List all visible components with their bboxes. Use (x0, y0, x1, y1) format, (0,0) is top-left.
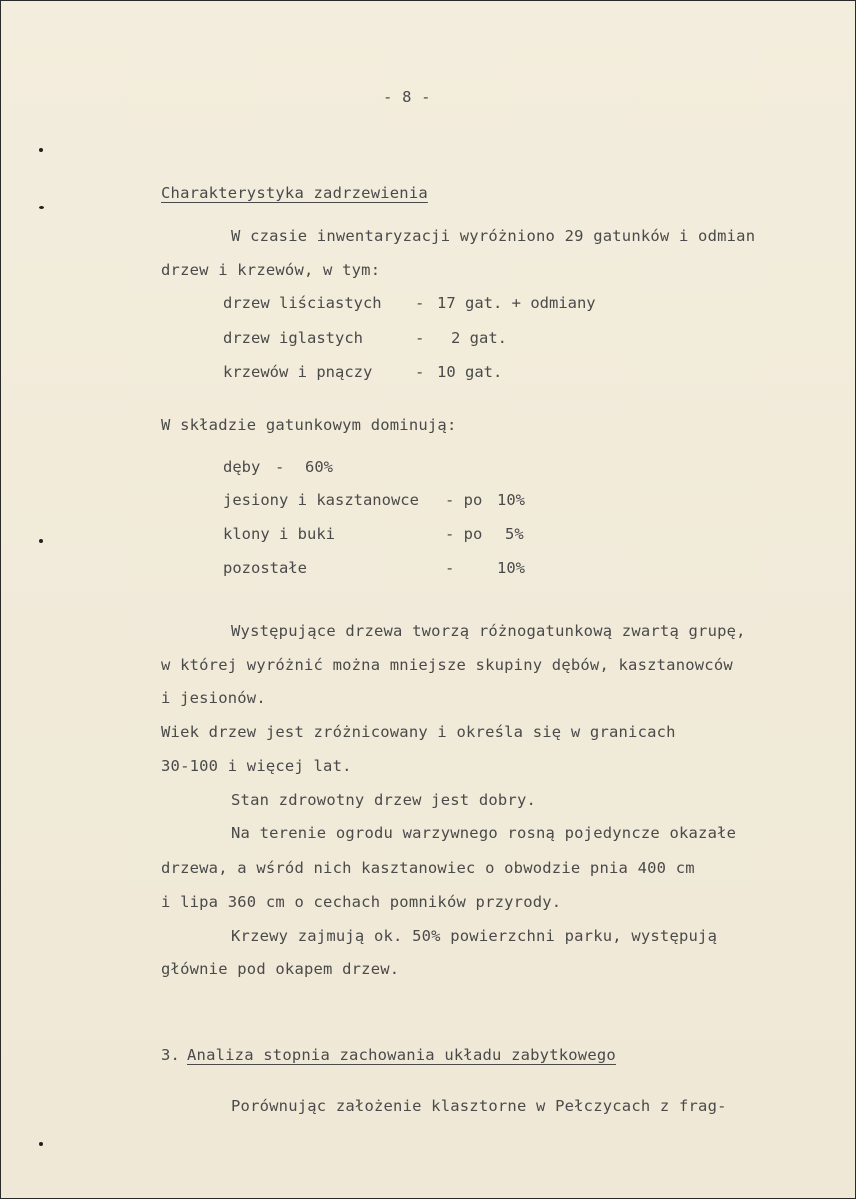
paragraph-line: Występujące drzewa tworzą różnogatunkową zwartą grupę, (231, 622, 746, 640)
margin-mark (39, 539, 43, 543)
species-label: jesiony i kasztanowce (223, 491, 419, 509)
inventory-value: 2 gat. (451, 329, 507, 347)
paragraph-line: głównie pod okapem drzew. (161, 960, 400, 978)
paragraph-line: Na terenie ogrodu warzywnego rosną pojedyncze okazałe (231, 824, 737, 842)
species-label: klony i buki (223, 525, 335, 543)
margin-mark (39, 206, 44, 209)
paragraph-line: i jesionów. (161, 689, 266, 707)
inventory-value: 10 gat. (437, 363, 503, 381)
margin-mark (39, 1142, 43, 1146)
species-label: dęby (223, 458, 261, 476)
species-value: 5% (505, 525, 524, 543)
margin-mark (39, 148, 43, 152)
paragraph-line: Porównując założenie klasztorne w Pełczycach z frag- (231, 1097, 727, 1115)
species-dash: - (275, 458, 285, 476)
section3-heading: Analiza stopnia zachowania układu zabytkowego (187, 1046, 616, 1064)
paragraph-line: 30-100 i więcej lat. (161, 757, 352, 775)
section3-number: 3. (161, 1046, 181, 1064)
species-dash: - po (445, 525, 483, 543)
species-value: 10% (497, 559, 525, 577)
intro-line: drzew i krzewów, w tym: (161, 261, 381, 279)
inventory-value: 17 gat. + odmiany (437, 294, 596, 312)
inventory-label: drzew iglastych (223, 329, 363, 347)
inventory-dash: - (415, 294, 425, 312)
species-label: pozostałe (223, 559, 307, 577)
inventory-dash: - (415, 363, 425, 381)
inventory-label: drzew liściastych (223, 294, 382, 312)
paragraph-line: drzewa, a wśród nich kasztanowiec o obwodzie pnia 400 cm (161, 859, 695, 877)
species-value: 60% (305, 458, 333, 476)
inventory-dash: - (415, 329, 425, 347)
species-dash: - po (445, 491, 483, 509)
species-value: 10% (497, 491, 525, 509)
paragraph-line: w której wyróżnić można mniejsze skupiny dębów, kasztanowców (161, 656, 733, 674)
page-number: - 8 - (383, 88, 431, 106)
species-intro: W składzie gatunkowym dominują: (161, 416, 457, 434)
paragraph-line: i lipa 360 cm o cechach pomników przyrody. (161, 893, 562, 911)
intro-line: W czasie inwentaryzacji wyróżniono 29 gatunków i odmian (231, 227, 756, 245)
paragraph-line: Stan zdrowotny drzew jest dobry. (231, 791, 537, 809)
paragraph-line: Krzewy zajmują ok. 50% powierzchni parku, występują (231, 927, 718, 945)
inventory-label: krzewów i pnączy (223, 363, 373, 381)
section-heading: Charakterystyka zadrzewienia (161, 184, 428, 202)
paragraph-line: Wiek drzew jest zróżnicowany i określa się w granicach (161, 723, 676, 741)
species-dash: - (445, 559, 455, 577)
